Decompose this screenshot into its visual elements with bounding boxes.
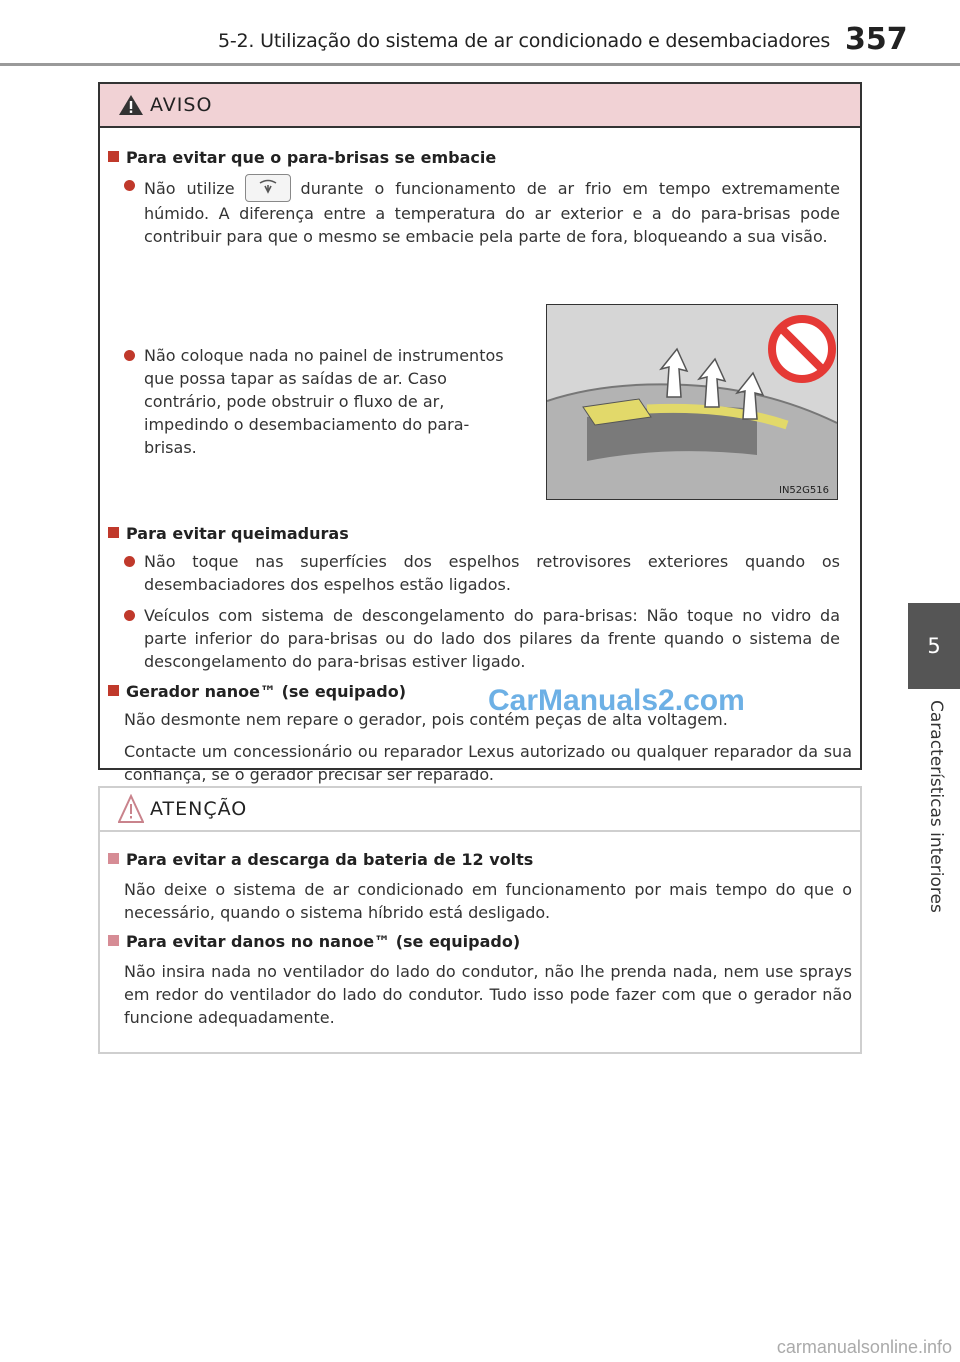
- warning-section-heading: Para evitar queimaduras: [108, 524, 349, 543]
- warning-bullet: Não utilize durante o funcionamento de ar frio em tempo extremamente húmido. A diferença entre a temperatura do ar exterior e a do para-brisas pode contribuir para que o mesmo se embacie pela parte de fora, bloqueando a sua visão.: [124, 174, 840, 248]
- warning-triangle-icon: [118, 94, 144, 116]
- header-divider: [0, 63, 960, 66]
- chapter-label: Características interiores: [926, 700, 946, 913]
- warning-title: AVISO: [150, 94, 213, 116]
- caution-paragraph: Não insira nada no ventilador do lado do condutor, não lhe prenda nada, nem use sprays em redor do ventilador do lado do condutor. Tudo isso pode fazer com que o gerador não funcione adequadamente.: [124, 962, 852, 1027]
- dashboard-illustration: [546, 304, 838, 500]
- chapter-number: 5: [927, 634, 941, 658]
- dashboard-vents-image: [547, 305, 837, 499]
- caution-box: [98, 786, 862, 1054]
- warning-bullet: Não coloque nada no painel de instrumentos que possa tapar as saídas de ar. Caso contrário, pode obstruir o fluxo de ar, impedindo o desembaciamento do para-brisas.: [124, 344, 518, 459]
- caution-section-heading: Para evitar danos no nanoe™ (se equipado): [108, 932, 520, 951]
- warning-section-heading: Gerador nanoe™ (se equipado): [108, 682, 406, 701]
- footer-watermark: carmanualsonline.info: [776, 1337, 952, 1357]
- caution-section-heading: Para evitar a descarga da bateria de 12 volts: [108, 850, 533, 869]
- warning-bullet: Não toque nas superfícies dos espelhos retrovisores exteriores quando os desembaciadores dos espelhos estão ligados.: [124, 550, 840, 596]
- page-header-title: 5-2. Utilização do sistema de ar condicionado e desembaciadores: [218, 30, 831, 52]
- caution-paragraph: Não deixe o sistema de ar condicionado em funcionamento por mais tempo do que o necessário, quando o sistema híbrido está desligado.: [124, 880, 852, 922]
- illustration-code: IN52G516: [779, 485, 829, 496]
- warning-paragraph: Não desmonte nem repare o gerador, pois contém peças de alta voltagem.: [124, 710, 728, 729]
- defog-button-icon: [245, 174, 291, 202]
- warning-paragraph: Contacte um concessionário ou reparador Lexus autorizado ou qualquer reparador da sua confiança, se o gerador precisar ser reparado.: [124, 742, 852, 784]
- warning-box: [98, 82, 862, 784]
- warning-bullet: Veículos com sistema de descongelamento do para-brisas: Não toque no vidro da parte inferior do para-brisas ou do lado dos pilares da frente quando o sistema de descongelamento do para-brisas estiver ligado.: [124, 604, 840, 673]
- caution-header: [100, 788, 860, 832]
- warning-section-heading: Para evitar que o para-brisas se embacie: [108, 148, 496, 167]
- warning-header: [100, 84, 860, 128]
- watermark-text: CarManuals2.com: [488, 684, 745, 717]
- chapter-tab[interactable]: [908, 603, 960, 689]
- caution-title: ATENÇÃO: [150, 798, 248, 820]
- caution-triangle-icon: [118, 794, 144, 824]
- page-number: 357: [845, 22, 908, 57]
